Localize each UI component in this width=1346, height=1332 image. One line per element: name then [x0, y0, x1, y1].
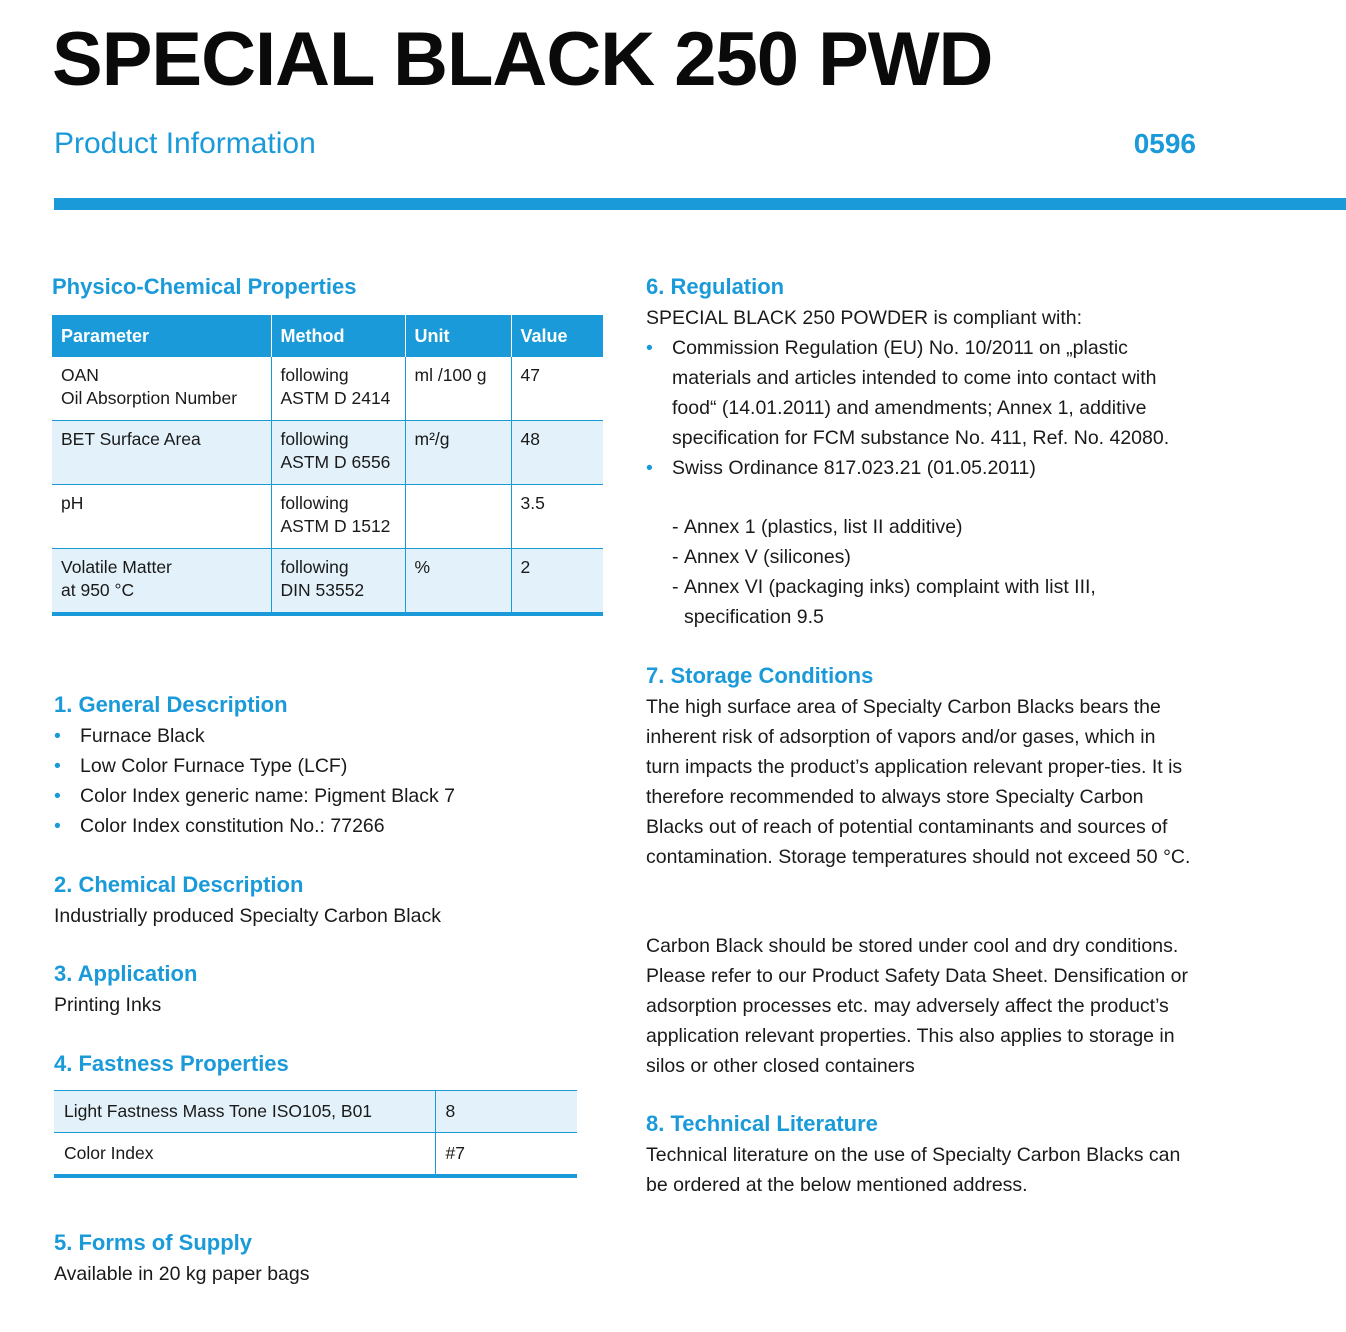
regulation-intro: SPECIAL BLACK 250 POWDER is compliant with:	[646, 307, 1083, 329]
parameter-cell: pH	[52, 485, 271, 549]
table-row	[52, 357, 603, 421]
list-item: • Color Index constitution No.: 77266	[54, 811, 614, 841]
table-row	[52, 421, 603, 485]
general-description-heading: 1. General Description	[54, 692, 288, 717]
method-cell: following ASTM D 2414	[271, 357, 405, 421]
chemical-description-heading: 2. Chemical Description	[54, 872, 304, 897]
table-row	[52, 549, 603, 615]
forms-of-supply-heading: 5. Forms of Supply	[54, 1230, 253, 1255]
value-cell: 2	[511, 549, 603, 615]
column-header: Value	[511, 315, 603, 357]
unit-cell: ml /100 g	[405, 357, 511, 421]
fastness-value-cell: 8	[435, 1091, 577, 1133]
storage-paragraph-2: Carbon Black should be stored under cool and dry conditions. Please refer to our Product Safety Data Sheet. Densification or adsorption processes etc. may adversely affect the product’s application relevant properties. This also applies to storage in silos or other closed containers	[646, 935, 1188, 1077]
fastness-heading: 4. Fastness Properties	[54, 1051, 289, 1076]
document-number: 0596	[1133, 128, 1196, 159]
application-heading: 3. Application	[54, 961, 198, 986]
unit-cell	[405, 485, 511, 549]
column-header: Unit	[405, 315, 511, 357]
list-item: • Commission Regulation (EU) No. 10/2011 on „plastic materials and articles intended to come into contact with food“ (14.01.2011) and amendments; Annex 1, additive specification for FCM substance No. 411, Ref. No. 42080.	[646, 333, 1191, 453]
list-item: • Low Color Furnace Type (LCF)	[54, 751, 614, 781]
physico-heading: Physico-Chemical Properties	[52, 274, 357, 299]
list-item: • Swiss Ordinance 817.023.21 (01.05.2011)	[646, 453, 1191, 483]
value-cell: 47	[511, 357, 603, 421]
physico-table	[52, 315, 603, 616]
method-cell: following DIN 53552	[271, 549, 405, 615]
technical-literature-text: Technical literature on the use of Specialty Carbon Blacks can be ordered at the below mentioned address.	[646, 1144, 1181, 1196]
swiss-ordinance-sublist	[648, 512, 1192, 632]
application-text: Printing Inks	[54, 994, 162, 1016]
technical-literature-heading: 8. Technical Literature	[646, 1111, 878, 1136]
column-header: Method	[271, 315, 405, 357]
method-cell: following ASTM D 1512	[271, 485, 405, 549]
table-row	[52, 485, 603, 549]
list-item: • Color Index generic name: Pigment Black 7	[54, 781, 614, 811]
fastness-table	[54, 1090, 577, 1178]
regulation-list	[646, 333, 1191, 483]
table-row	[54, 1091, 577, 1133]
list-item: - Annex VI (packaging inks) complaint with list III, specification 9.5	[672, 572, 1192, 632]
unit-cell: %	[405, 549, 511, 615]
fastness-value-cell: #7	[435, 1133, 577, 1177]
column-header: Parameter	[52, 315, 271, 357]
product-title: SPECIAL BLACK 250 PWD	[52, 17, 993, 102]
product-information-label: Product Information	[54, 127, 316, 160]
unit-cell: m²/g	[405, 421, 511, 485]
fastness-label-cell: Light Fastness Mass Tone ISO105, B01	[54, 1091, 435, 1133]
value-cell: 48	[511, 421, 603, 485]
method-cell: following ASTM D 6556	[271, 421, 405, 485]
list-item: • Furnace Black	[54, 721, 614, 751]
list-item: - Annex 1 (plastics, list II additive)	[672, 512, 1192, 542]
table-row	[54, 1133, 577, 1177]
parameter-cell: OAN Oil Absorption Number	[52, 357, 271, 421]
storage-paragraph-1: The high surface area of Specialty Carbon Blacks bears the inherent risk of adsorption of vapors and/or gases, which in turn impacts the product’s application relevant proper-ties. It is therefore recommended to always store Specialty Carbon Blacks out of reach of potential contaminants and sources of contamination. Storage temperatures should not exceed 50 °C.	[646, 696, 1191, 868]
header-divider-bar	[54, 198, 1346, 210]
forms-of-supply-text: Available in 20 kg paper bags	[54, 1263, 310, 1285]
general-description-list	[54, 721, 614, 841]
regulation-heading: 6. Regulation	[646, 274, 785, 299]
physico-header-row	[52, 315, 603, 357]
value-cell: 3.5	[511, 485, 603, 549]
fastness-label-cell: Color Index	[54, 1133, 435, 1177]
storage-heading: 7. Storage Conditions	[646, 663, 874, 688]
parameter-cell: BET Surface Area	[52, 421, 271, 485]
chemical-description-text: Industrially produced Specialty Carbon Black	[54, 905, 441, 927]
list-item: - Annex V (silicones)	[672, 542, 1192, 572]
parameter-cell: Volatile Matter at 950 °C	[52, 549, 271, 615]
